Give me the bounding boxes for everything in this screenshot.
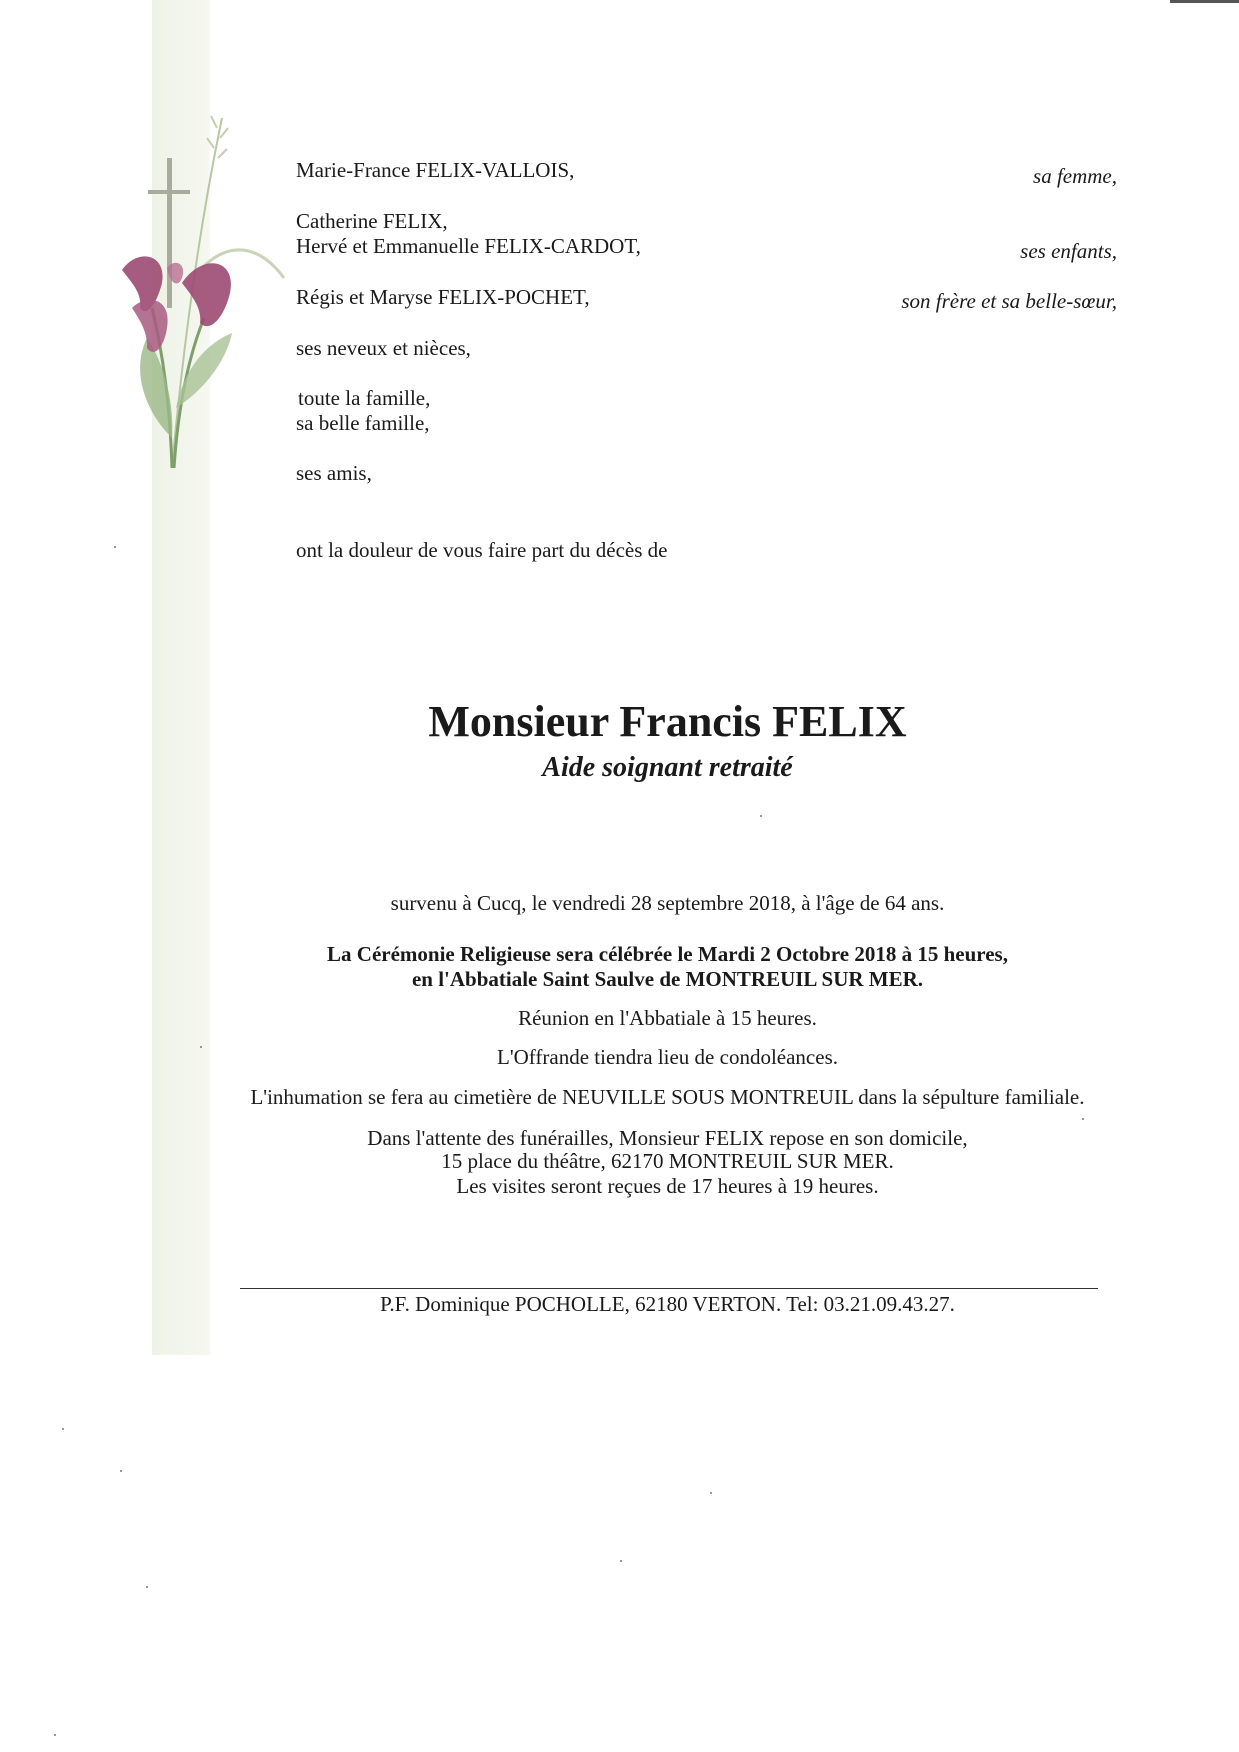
scan-speck bbox=[62, 1428, 64, 1430]
scan-speck bbox=[1082, 1118, 1084, 1120]
scan-edge-mark bbox=[1170, 0, 1239, 3]
footer-divider bbox=[240, 1288, 1098, 1289]
ceremony-line-2: en l'Abbatiale Saint Saulve de MONTREUIL SUR MER. bbox=[411, 967, 924, 991]
deceased-occupation: Aide soignant retraité bbox=[542, 752, 793, 783]
family-line-wife: Marie-France FELIX-VALLOIS, bbox=[296, 158, 575, 182]
family-line-family: toute la famille, bbox=[298, 386, 431, 410]
relation-children: ses enfants, bbox=[1020, 239, 1117, 263]
family-line-sibling: Régis et Maryse FELIX-POCHET, bbox=[296, 285, 590, 309]
cross-horizontal bbox=[148, 190, 190, 194]
lily-and-cross-illustration bbox=[112, 108, 292, 478]
scan-speck bbox=[54, 1734, 56, 1736]
offering-line: L'Offrande tiendra lieu de condoléances. bbox=[497, 1045, 838, 1069]
scan-speck bbox=[760, 815, 762, 817]
relation-sibling: son frère et sa belle-sœur, bbox=[901, 289, 1117, 313]
scan-speck bbox=[114, 546, 116, 548]
residence-line-1: Dans l'attente des funérailles, Monsieur FELIX repose en son domicile, bbox=[367, 1126, 968, 1150]
visiting-hours-line: Les visites seront reçues de 17 heures à 19 heures. bbox=[456, 1174, 879, 1198]
family-line-child-2: Hervé et Emmanuelle FELIX-CARDOT, bbox=[296, 234, 641, 258]
residence-line-2: 15 place du théâtre, 62170 MONTREUIL SUR MER. bbox=[441, 1149, 894, 1173]
family-line-child-1: Catherine FELIX, bbox=[296, 209, 448, 233]
deceased-name: Monsieur Francis FELIX bbox=[428, 697, 907, 746]
scan-speck bbox=[120, 1470, 122, 1472]
cross-vertical bbox=[167, 158, 172, 308]
ceremony-line-1: La Cérémonie Religieuse sera célébrée le Mardi 2 Octobre 2018 à 15 heures, bbox=[327, 942, 1008, 966]
scan-speck bbox=[200, 1046, 202, 1048]
announcement-line: ont la douleur de vous faire part du décès de bbox=[296, 538, 668, 562]
family-line-friends: ses amis, bbox=[296, 461, 372, 485]
relation-wife: sa femme, bbox=[1033, 164, 1117, 188]
scan-speck bbox=[146, 1586, 148, 1588]
family-line-in-laws: sa belle famille, bbox=[296, 411, 430, 435]
burial-line: L'inhumation se fera au cimetière de NEUVILLE SOUS MONTREUIL dans la sépulture familiale. bbox=[250, 1085, 1085, 1109]
meeting-line: Réunion en l'Abbatiale à 15 heures. bbox=[518, 1006, 817, 1030]
scan-speck bbox=[710, 1492, 712, 1494]
family-line-nephews: ses neveux et nièces, bbox=[296, 336, 471, 360]
death-notice-line: survenu à Cucq, le vendredi 28 septembre 2018, à l'âge de 64 ans. bbox=[390, 891, 945, 915]
funeral-home-footer: P.F. Dominique POCHOLLE, 62180 VERTON. Tel: 03.21.09.43.27. bbox=[380, 1292, 955, 1316]
scan-speck bbox=[620, 1560, 622, 1562]
